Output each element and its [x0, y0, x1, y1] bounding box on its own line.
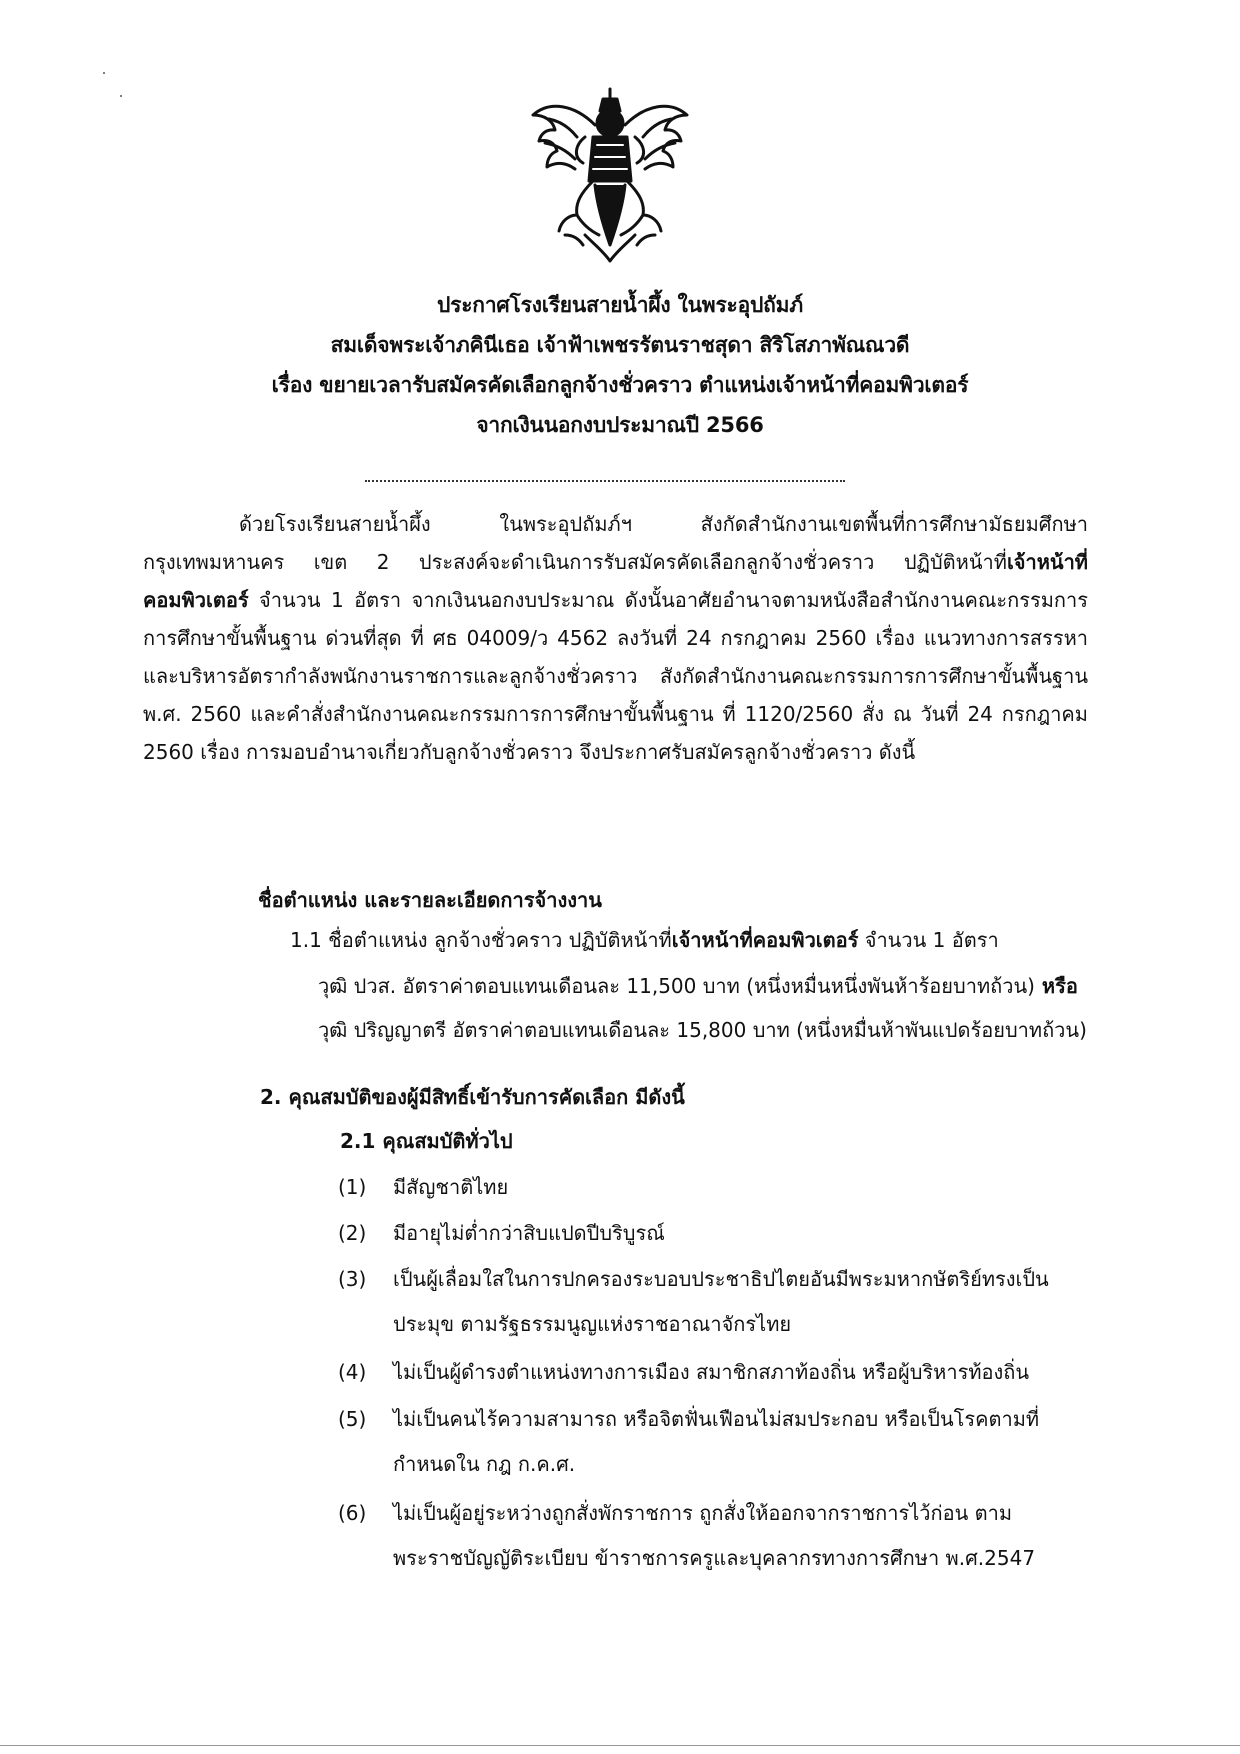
section-1-1-line: 1.1 ชื่อตำแหน่ง ลูกจ้างชั่วคราว ปฏิบัติหน้าที่เจ้าหน้าที่คอมพิวเตอร์ จำนวน 1 อัตรา [290, 928, 999, 952]
section-1-heading: ชื่อตำแหน่ง และรายละเอียดการจ้างงาน [258, 888, 602, 912]
list-item-text: ประมุข ตามรัฐธรรมนูญแห่งราชอาณาจักรไทย [393, 1312, 792, 1336]
list-item-text: มีสัญชาติไทย [393, 1175, 509, 1199]
title-line: สมเด็จพระเจ้าภคินีเธอ เจ้าฟ้าเพชรรัตนราชสุดา สิริโสภาพัณณวดี [330, 333, 910, 357]
section-2-1-heading: 2.1 คุณสมบัติทั่วไป [340, 1129, 513, 1153]
list-item-text: ไม่เป็นคนไร้ความสามารถ หรือจิตฟั่นเฟือนไม่สมประกอบ หรือเป็นโรคตามที่ [393, 1407, 1040, 1431]
list-item-number: (3) [338, 1267, 367, 1291]
announcement-title [150, 285, 1090, 445]
body-text-part1: ด้วยโรงเรียนสายน้ำผึ้ง ในพระอุปถัมภ์ฯ สังกัดสำนักงานเขตพื้นที่การศึกษามัธยมศึกษากรุงเทพมหานคร เขต 2 ประสงค์จะดำเนินการรับสมัครคัดเลือกลูกจ้างชั่วคราว ปฏิบัติหน้าที่ [143, 512, 1088, 574]
title-line: เรื่อง ขยายเวลารับสมัครคัดเลือกลูกจ้างชั่วคราว ตำแหน่งเจ้าหน้าที่คอมพิวเตอร์ [271, 373, 969, 397]
list-item-text: กำหนดใน กฎ ก.ค.ศ. [393, 1452, 576, 1476]
scan-speck [120, 95, 122, 97]
list-item-text: เป็นผู้เลื่อมใสในการปกครองระบอบประชาธิปไตยอันมีพระมหากษัตริย์ทรงเป็น [393, 1267, 1049, 1291]
salary-line-vocational: วุฒิ ปวส. อัตราค่าตอบแทนเดือนละ 11,500 บาท (หนึ่งหมื่นหนึ่งพันห้าร้อยบาทถ้วน) หรือ [318, 974, 1078, 998]
garuda-emblem-icon [525, 85, 695, 265]
list-item-text: มีอายุไม่ต่ำกว่าสิบแปดปีบริบูรณ์ [393, 1221, 665, 1245]
list-item-text: ไม่เป็นผู้ดำรงตำแหน่งทางการเมือง สมาชิกสภาท้องถิ่น หรือผู้บริหารท้องถิ่น [393, 1360, 1030, 1384]
section-2-heading: 2. คุณสมบัติของผู้มีสิทธิ์เข้ารับการคัดเลือก มีดังนี้ [260, 1085, 685, 1109]
list-item-number: (1) [338, 1175, 367, 1199]
list-item-number: (2) [338, 1221, 367, 1245]
dotted-divider [365, 480, 845, 482]
page-bottom-edge [0, 1745, 1240, 1746]
list-item-text: พระราชบัญญัติระเบียบ ข้าราชการครูและบุคลากรทางการศึกษา พ.ศ.2547 [393, 1546, 1036, 1570]
list-item-text: ไม่เป็นผู้อยู่ระหว่างถูกสั่งพักราชการ ถูกสั่งให้ออกจากราชการไว้ก่อน ตาม [393, 1501, 1013, 1525]
salary-line-bachelor: วุฒิ ปริญญาตรี อัตราค่าตอบแทนเดือนละ 15,800 บาท (หนึ่งหมื่นห้าพันแปดร้อยบาทถ้วน) [318, 1018, 1087, 1042]
body-text-part2: จำนวน 1 อัตรา จากเงินนอกงบประมาณ ดังนั้นอาศัยอำนาจตามหนังสือสำนักงานคณะกรรมการการศึกษาขั้นพื้นฐาน ด่วนที่สุด ที่ ศธ 04009/ว 4562 ลงวันที่ 24 กรกฎาคม 2560 เรื่อง แนวทางการสรรหาและบริหารอัตรากำลังพนักงานราชการและลูกจ้างชั่วคราว สังกัดสำนักงานคณะกรรมการการศึกษาขั้นพื้นฐาน พ.ศ. 2560 และคำสั่งสำนักงานคณะกรรมการการศึกษาขั้นพื้นฐาน ที่ 1120/2560 สั่ง ณ วันที่ 24 กรกฎาคม 2560 เรื่อง การมอบอำนาจเกี่ยวกับลูกจ้างชั่วคราว จึงประกาศรับสมัครลูกจ้างชั่วคราว ดังนี้ [143, 588, 1088, 764]
scan-speck [103, 72, 105, 74]
list-item-number: (6) [338, 1501, 367, 1525]
list-item-number: (4) [338, 1360, 367, 1384]
body-paragraph [143, 505, 1088, 771]
list-item-number: (5) [338, 1407, 367, 1431]
title-line: ประกาศโรงเรียนสายน้ำผึ้ง ในพระอุปถัมภ์ [437, 293, 803, 317]
title-line: จากเงินนอกงบประมาณปี 2566 [476, 413, 764, 437]
position-name: เจ้าหน้าที่คอมพิวเตอร์ [143, 550, 1088, 612]
